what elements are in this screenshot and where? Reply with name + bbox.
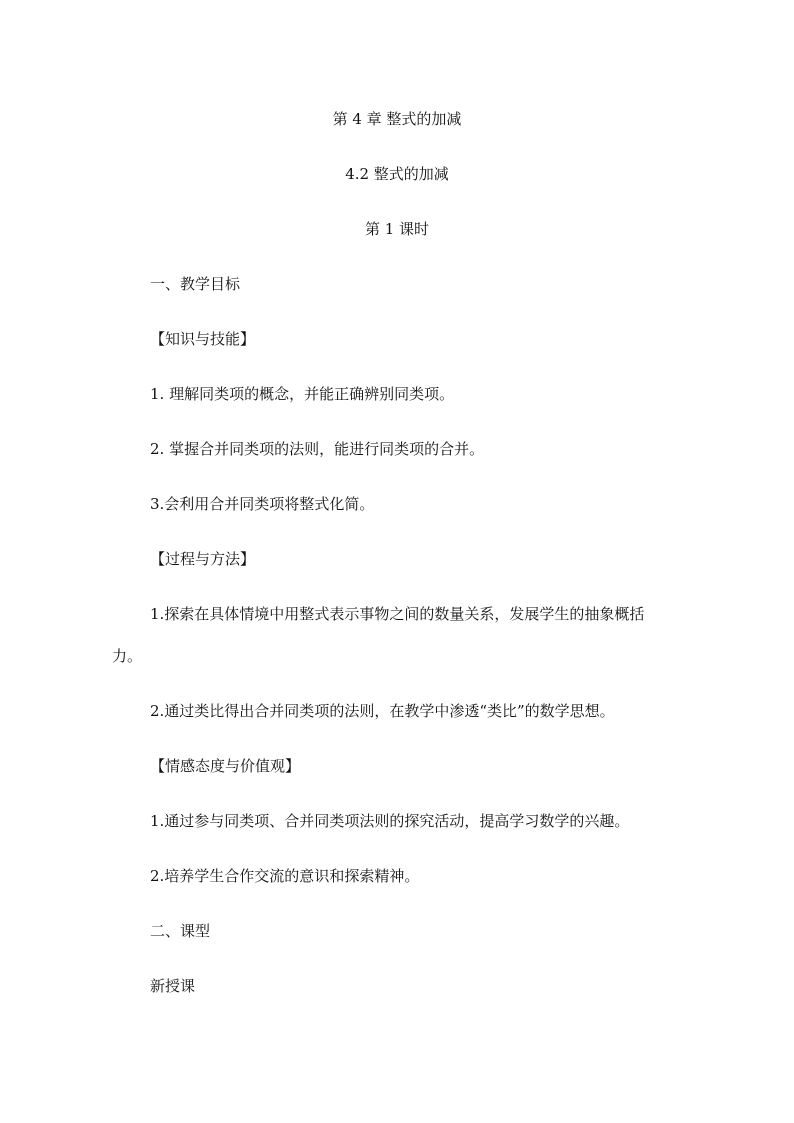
process-item: 2.通过类比得出合并同类项的法则，在教学中渗透“类比”的数学思想。 — [150, 702, 615, 720]
process-item: 1.探索在具体情境中用整式表示事物之间的数量关系，发展学生的抽象概括 — [150, 605, 645, 623]
chapter-title: 第 4 章 整式的加减 — [332, 110, 462, 128]
lesson-title: 第 1 课时 — [364, 220, 430, 238]
emotion-item: 1.通过参与同类项、合并同类项法则的探究活动，提高学习数学的兴趣。 — [150, 812, 630, 830]
knowledge-item: 2. 掌握合并同类项的法则，能进行同类项的合并。 — [150, 440, 485, 458]
emotion-item: 2.培养学生合作交流的意识和探索精神。 — [150, 867, 420, 885]
knowledge-heading: 【知识与技能】 — [150, 330, 256, 348]
knowledge-item: 1. 理解同类项的概念，并能正确辨别同类项。 — [150, 385, 455, 403]
knowledge-item: 3.会利用合并同类项将整式化简。 — [150, 495, 375, 513]
process-heading: 【过程与方法】 — [150, 550, 256, 568]
emotion-heading: 【情感态度与价值观】 — [150, 757, 301, 775]
objectives-heading: 一、教学目标 — [150, 275, 241, 293]
section-title: 4.2 整式的加减 — [345, 165, 449, 183]
process-item-continuation: 力。 — [112, 647, 143, 665]
type-value: 新授课 — [150, 977, 196, 995]
type-heading: 二、课型 — [150, 922, 211, 940]
